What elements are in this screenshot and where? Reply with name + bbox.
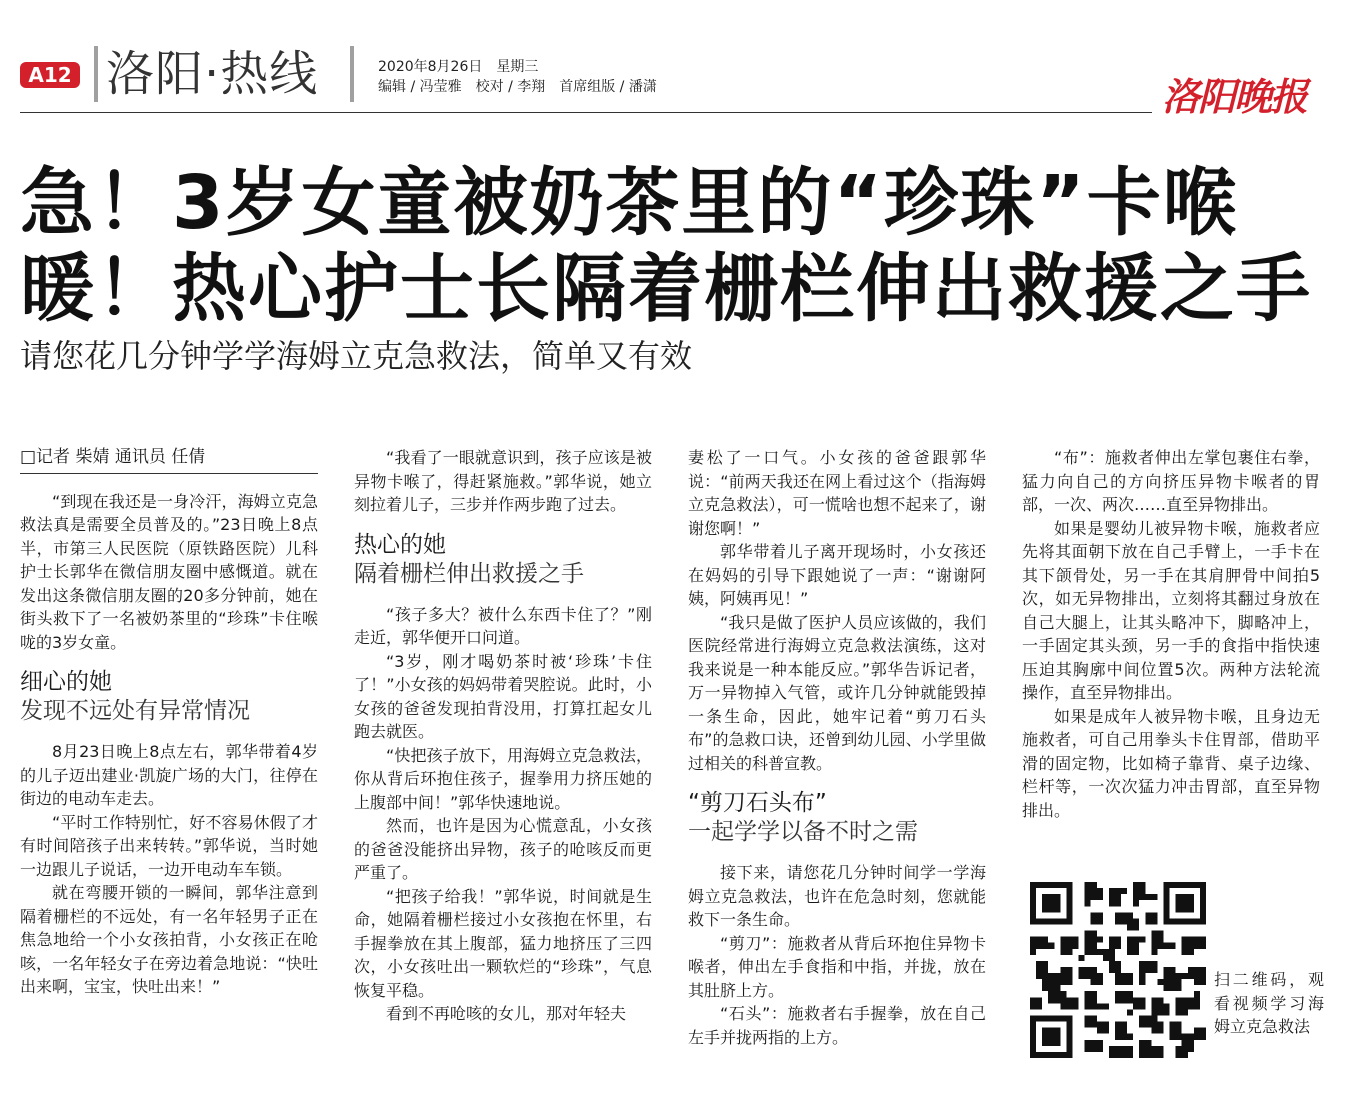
subhead-secondary: 隔着栅栏伸出救援之手: [354, 560, 584, 587]
paragraph: “布”：施救者伸出左掌包裹住右拳，猛力向自己的方向挤压异物卡喉者的胃部，一次、两次……直至异物排出。: [1022, 448, 1320, 514]
paragraph: 妻松了一口气。小女孩的爸爸跟郭华说：“前两天我还在网上看过这个（指海姆立克急救法），可一慌啥也想不起来了，谢谢您啊！”: [688, 448, 986, 538]
newspaper-logo: 洛阳晚报: [1162, 74, 1307, 119]
paragraph: 郭华带着儿子离开现场时，小女孩还在妈妈的引导下跟她说了一声：“谢谢阿姨，阿姨再见！”: [688, 542, 986, 608]
subhead: “剪刀石头布”: [688, 790, 827, 816]
paragraph: “石头”：施救者右手握拳，放在自己左手并拢两指的上方。: [688, 1004, 986, 1047]
paragraph: 如果是婴幼儿被异物卡喉，施救者应先将其面朝下放在自己手臂上，一手卡在其下颌骨处，另一手在其肩胛骨中间拍5次，如无异物排出，立刻将其翻过身放在自己大腿上，让其头略冲下，脚略冲上，一手固定其头颈，另一手的食指中指快速压迫其胸廓中间位置5次。两种方法轮流操作，直至异物排出。: [1022, 518, 1320, 702]
headline-line-2: 暖！热心护士长隔着栅栏伸出救援之手: [20, 246, 1312, 332]
paragraph: “快把孩子放下，用海姆立克急救法，你从背后环抱住孩子，握拳用力挤压她的上腹部中间！”郭华快速地说。: [354, 745, 652, 812]
article-column-2: [354, 446, 652, 1026]
subhead: 热心的她: [354, 531, 446, 558]
header-divider: [350, 46, 354, 102]
paragraph: “平时工作特别忙，好不容易休假了才有时间陪孩子出来转转。”郭华说，当时她一边跟儿子说话，一边开电动车车锁。: [20, 812, 318, 879]
subhead-secondary: 发现不远处有异常情况: [20, 698, 250, 724]
page-number-badge: A12: [20, 62, 80, 88]
editor-credits: 编辑 / 冯莹雅 校对 / 李翔 首席组版 / 潘潇: [378, 79, 657, 95]
paragraph: “把孩子给我！”郭华说，时间就是生命，她隔着栅栏接过小女孩抱在怀里，右手握拳放在其上腹部，猛力地挤压了三四次，小女孩吐出一颗软烂的“珍珠”，气息恢复平稳。: [354, 886, 652, 1000]
subhead: 细心的她: [20, 669, 112, 695]
paragraph: “我看了一眼就意识到，孩子应该是被异物卡喉了，得赶紧施救。”郭华说，她立刻拉着儿子，三步并作两步跑了过去。: [354, 448, 652, 514]
paragraph: “孩子多大？被什么东西卡住了？”刚走近，郭华便开口问道。: [354, 604, 652, 647]
headline-subtitle: 请您花几分钟学学海姆立克急救法，简单又有效: [20, 337, 693, 375]
paragraph: “剪刀”：施救者从背后环抱住异物卡喉者，伸出左手食指和中指，并拢，放在其肚脐上方。: [688, 933, 986, 1000]
paragraph: 8月23日晚上8点左右，郭华带着4岁的儿子迈出建业·凯旋广场的大门，往停在街边的电动车走去。: [20, 742, 318, 808]
paragraph: “到现在我还是一身冷汗，海姆立克急救法真是需要全员普及的。”23日晚上8点半，市第三人民医院（原铁路医院）儿科护士长郭华在微信朋友圈中感慨道。就在发出这条微信朋友圈的20多分钟前，她在街头救下了一名被奶茶里的“珍珠”卡住喉咙的3岁女童。: [20, 491, 318, 652]
qr-code-icon[interactable]: [1030, 882, 1206, 1058]
byline: □记者 柴婧 通讯员 任倩: [20, 446, 318, 474]
article-column-4: [1022, 446, 1320, 822]
qr-caption: 扫二维码，观看视频学习海姆立克急救法: [1214, 970, 1324, 1036]
header-rule: [20, 112, 1152, 113]
paragraph: 就在弯腰开锁的一瞬间，郭华注意到隔着栅栏的不远处，有一名年轻男子正在焦急地给一个小女孩拍背，小女孩正在呛咳，一名年轻女子在旁边着急地说：“快吐出来啊，宝宝，快吐出来！”: [20, 883, 318, 996]
headline-line-1: 急！3岁女童被奶茶里的“珍珠”卡喉: [20, 160, 1239, 246]
issue-date: 2020年8月26日 星期三: [378, 59, 539, 75]
paragraph: “3岁，刚才喝奶茶时被‘珍珠’卡住了！”小女孩的妈妈带着哭腔说。此时，小女孩的爸爸发现拍背没用，打算扛起女儿跑去就医。: [354, 651, 652, 741]
paragraph: 看到不再呛咳的女儿，那对年轻夫: [386, 1004, 627, 1023]
article-column-3: [688, 446, 986, 1049]
header-divider: [94, 46, 98, 102]
subhead-secondary: 一起学学以备不时之需: [688, 819, 918, 845]
section-title: 洛阳·热线: [106, 46, 319, 102]
article-column-1: [20, 446, 318, 999]
paragraph: 如果是成年人被异物卡喉，且身边无施救者，可自己用拳头卡住胃部，借助平滑的固定物，比如椅子靠背、桌子边缘、栏杆等，一次次猛力冲击胃部，直至异物排出。: [1022, 706, 1320, 820]
paragraph: 然而，也许是因为心慌意乱，小女孩的爸爸没能挤出异物，孩子的呛咳反而更严重了。: [354, 816, 652, 882]
paragraph: “我只是做了医护人员应该做的，我们医院经常进行海姆立克急救法演练，这对我来说是一种本能反应。”郭华告诉记者，万一异物掉入气管，或许几分钟就能毁掉一条生命，因此，她牢记着“剪刀石头布”的急救口诀，还曾到幼儿园、小学里做过相关的科普宣教。: [688, 612, 986, 773]
paragraph: 接下来，请您花几分钟时间学一学海姆立克急救法，也许在危急时刻，您就能救下一条生命。: [688, 863, 986, 929]
